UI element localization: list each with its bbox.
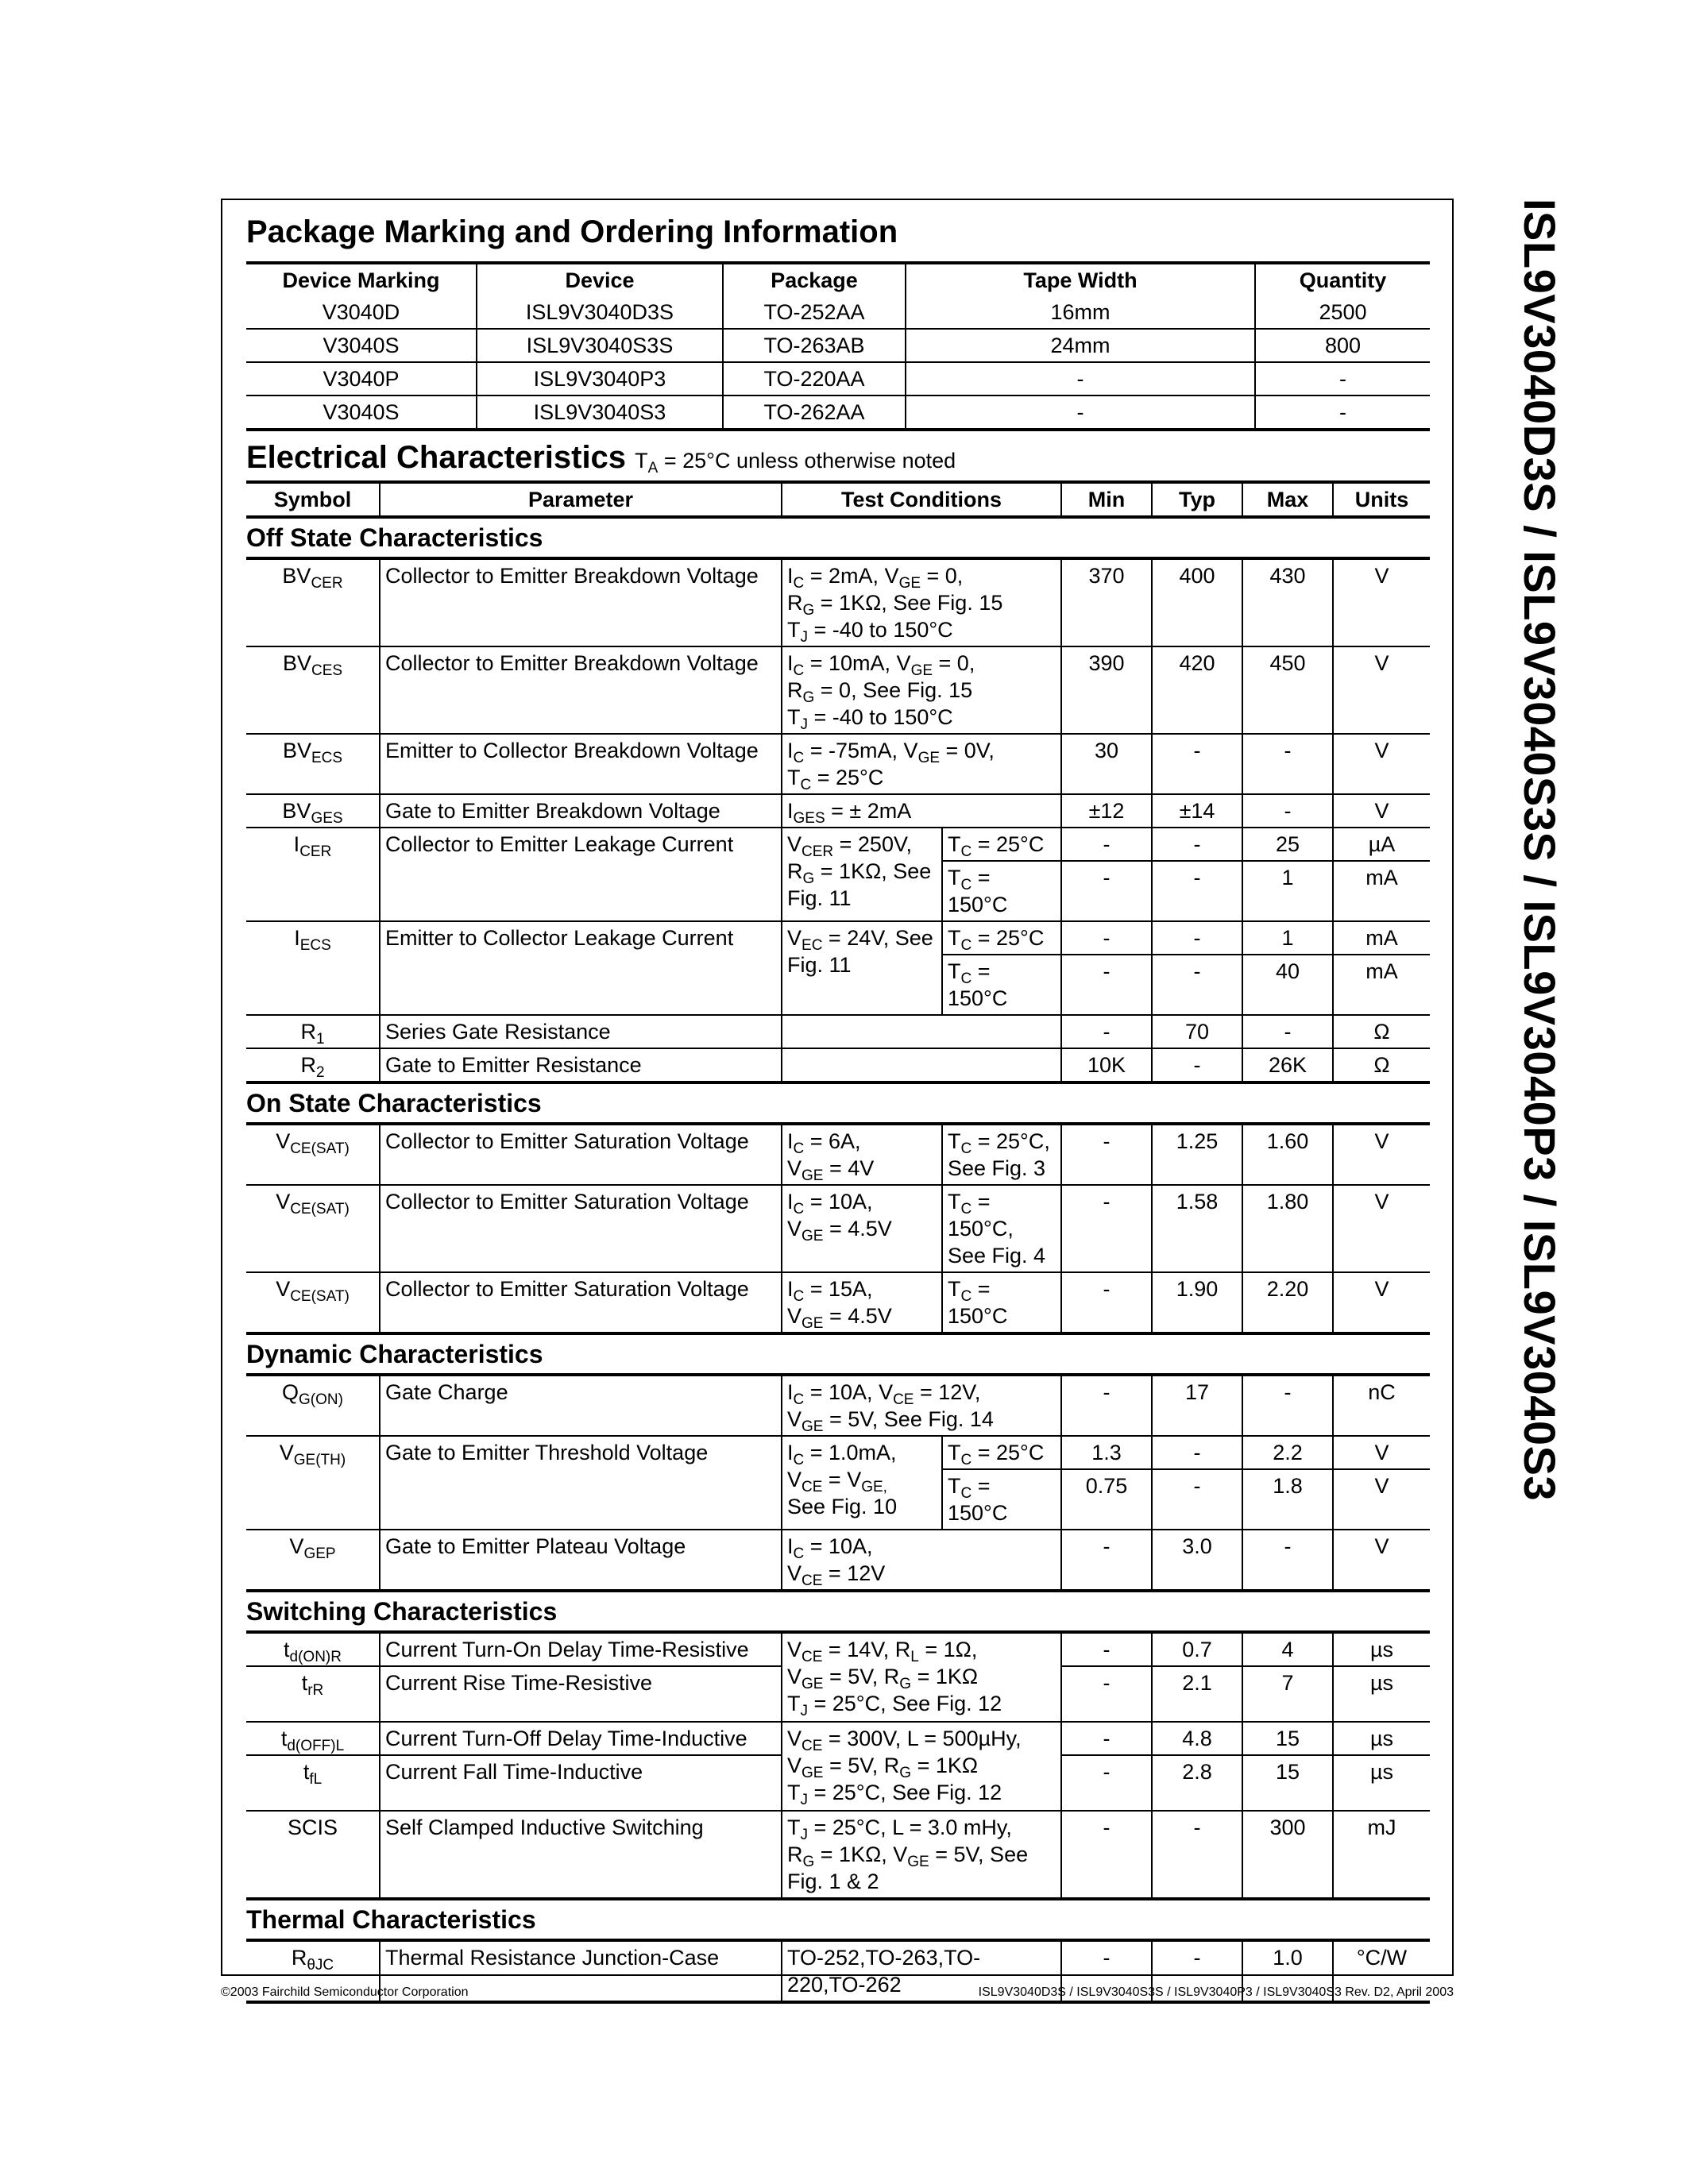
typ: 3.0 [1152,1530,1242,1591]
max: 1.60 [1242,1124,1333,1185]
max: 15 [1242,1722,1333,1755]
electrical-table [246,480,1430,2004]
min: - [1061,1755,1152,1811]
param: Emitter to Collector Leakage Current [380,921,782,1015]
table-row: $T_C = 150^\circ C$ 0.75 - 1.8 V [246,1469,1430,1530]
typ: 1.90 [1152,1272,1242,1333]
min: 370 [1061,558,1152,646]
ord-cell: - [906,362,1255,396]
cond-text: , See Fig. 15 [881,591,1003,615]
units: V [1333,1530,1430,1591]
ord-cell: ISL9V3040S3S [477,329,723,362]
max: 40 [1242,955,1333,1015]
max: 25 [1242,828,1333,861]
units: mA [1333,921,1430,955]
units: V [1333,1469,1430,1530]
max: - [1242,1375,1333,1436]
typ: 2.1 [1152,1666,1242,1722]
param: Gate to Emitter Threshold Voltage [380,1436,782,1530]
units: nC [1333,1375,1430,1436]
min: - [1061,1632,1152,1666]
typ: 1.25 [1152,1124,1242,1185]
table-row [246,362,1430,396]
table-row: $T_C = 150^\circ C$ - - 1 mA [246,861,1430,921]
max: 26K [1242,1048,1333,1082]
min: - [1061,828,1152,861]
min: 10K [1061,1048,1152,1082]
section-off: Off State Characteristics [246,523,543,552]
table-row [246,296,1430,329]
table-row [246,329,1430,362]
table-row: $BV_{CES}$ Collector to Emitter Breakdown Voltage $I_C = 10mA$, $V_{GE} = 0$, $R_G = 0$, See Fig. 15 $T_J = -40$ to 150°C 390 420 450 V [246,646,1430,734]
min: - [1061,861,1152,921]
ord-cell: TO-220AA [723,362,906,396]
cond-text: , See Fig. 15 [851,678,973,702]
min: ±12 [1061,794,1152,828]
table-row: $R_2$ Gate to Emitter Resistance 10K - 26K Ω [246,1048,1430,1082]
units: mA [1333,955,1430,1015]
ord-cell: - [906,396,1255,430]
max: 4 [1242,1632,1333,1666]
param: Current Turn-Off Delay Time-Inductive [380,1722,782,1755]
ord-cell: 800 [1255,329,1430,362]
min: - [1061,1811,1152,1899]
table-row: $I_{ECS}$ Emitter to Collector Leakage Current $V_{EC} = 24V$, See Fig. 11 $T_C = 25^\circ C$ - - 1 mA [246,921,1430,955]
typ: 4.8 [1152,1722,1242,1755]
electrical-title-text: Electrical Characteristics [246,440,627,475]
ord-cell: V3040D [246,296,477,329]
ord-cell: 16mm [906,296,1255,329]
typ: 400 [1152,558,1242,646]
param: Current Fall Time-Inductive [380,1755,782,1811]
param: Emitter to Collector Breakdown Voltage [380,734,782,794]
table-row: $V_{GE(TH)}$ Gate to Emitter Threshold Voltage $I_C = 1.0mA$, $V_{CE} = V_{GE,}$ See Fig. 10 $T_C = 25^\circ C$ 1.3 - 2.2 V [246,1436,1430,1469]
cond-text: = -40 to 150°C [808,618,953,642]
ord-cell: ISL9V3040S3 [477,396,723,430]
units: µs [1333,1666,1430,1722]
ord-cell: 24mm [906,329,1255,362]
param: Collector to Emitter Saturation Voltage [380,1272,782,1333]
min: - [1061,1666,1152,1722]
param: Collector to Emitter Breakdown Voltage [380,558,782,646]
min: 30 [1061,734,1152,794]
param: Series Gate Resistance [380,1015,782,1048]
ord-cell: V3040S [246,396,477,430]
ec-header: Max [1242,482,1333,517]
content [246,210,1430,2004]
ord-cell: TO-263AB [723,329,906,362]
max: 2.2 [1242,1436,1333,1469]
min: - [1061,1940,1152,2002]
units: µs [1333,1632,1430,1666]
table-row: $BV_{GES}$ Gate to Emitter Breakdown Voltage $I_{GES}$ = ± 2mA ±12 ±14 - V [246,794,1430,828]
ord-header: Package [723,263,906,296]
units: V [1333,1436,1430,1469]
max: 450 [1242,646,1333,734]
ord-cell: V3040P [246,362,477,396]
units: Ω [1333,1015,1430,1048]
typ: - [1152,828,1242,861]
typ: ±14 [1152,794,1242,828]
ord-cell: 2500 [1255,296,1430,329]
units: µs [1333,1722,1430,1755]
max: 1 [1242,921,1333,955]
units: V [1333,558,1430,646]
ord-cell: V3040S [246,329,477,362]
table-row: $Q_{G(ON)}$ Gate Charge $I_C = 10A$, $V_{CE} = 12V$, $V_{GE} = 5V$, See Fig. 14 - 17 - nC [246,1375,1430,1436]
typ: 2.8 [1152,1755,1242,1811]
min: 390 [1061,646,1152,734]
footer-copyright: ©2003 Fairchild Semiconductor Corporation [221,1985,469,1999]
min: - [1061,1124,1152,1185]
max: 1.0 [1242,1940,1333,2002]
cond-rest: = 25°C unless otherwise noted [658,449,956,473]
units: µs [1333,1755,1430,1811]
typ: - [1152,1469,1242,1530]
table-row: $t_{rR}$ Current Rise Time-Resistive - 2.1 7 µs [246,1666,1430,1722]
ord-cell: ISL9V3040D3S [477,296,723,329]
max: - [1242,734,1333,794]
units: V [1333,1272,1430,1333]
table-row: $V_{CE(SAT)}$ Collector to Emitter Saturation Voltage $I_C = 15A$, $V_{GE} = 4.5V$ $T_C = 150^\circ C$ - 1.90 2.20 V [246,1272,1430,1333]
units: V [1333,734,1430,794]
ord-cell: TO-262AA [723,396,906,430]
typ: - [1152,861,1242,921]
table-row: $R_{\theta JC}$ Thermal Resistance Junction-Case TO-252,TO-263,TO-220,TO-262 - - 1.0 °C/W [246,1940,1430,2002]
units: Ω [1333,1048,1430,1082]
table-row: $I_{CER}$ Collector to Emitter Leakage Current $V_{CER} = 250V$, $R_G = 1K\Omega$, See Fig. 11 $T_C = 25^\circ C$ - - 25 µA [246,828,1430,861]
ord-cell: - [1255,362,1430,396]
max: 2.20 [1242,1272,1333,1333]
min: - [1061,1272,1152,1333]
ord-cell: - [1255,396,1430,430]
table-row: $t_{d(ON)R}$ Current Turn-On Delay Time-Resistive $V_{CE} = 14V$, $R_L = 1\Omega$, $V_{GE} = 5V$, $R_G = 1K\Omega$ $T_J = 25^\circ C$, See Fig. 12 - 0.7 4 µs [246,1632,1430,1666]
min: - [1061,1375,1152,1436]
ord-cell: ISL9V3040P3 [477,362,723,396]
section-dynamic: Dynamic Characteristics [246,1340,543,1368]
units: °C/W [1333,1940,1430,2002]
ord-cell: TO-252AA [723,296,906,329]
ec-header: Test Conditions [782,482,1061,517]
table-row: $t_{d(OFF)L}$ Current Turn-Off Delay Time-Inductive $V_{CE} = 300V$, L = 500µHy, $V_{GE} = 5V$, $R_G = 1K\Omega$ $T_J = 25^\circ C$, See Fig. 12 - 4.8 15 µs [246,1722,1430,1755]
typ: 0.7 [1152,1632,1242,1666]
param: Current Turn-On Delay Time-Resistive [380,1632,782,1666]
typ: - [1152,921,1242,955]
max: 300 [1242,1811,1333,1899]
min: 1.3 [1061,1436,1152,1469]
table-row: $T_C = 150^\circ C$ - - 40 mA [246,955,1430,1015]
ec-header: Typ [1152,482,1242,517]
typ: - [1152,1048,1242,1082]
min: - [1061,921,1152,955]
side-title: ISL9V3040D3S / ISL9V3040S3S / ISL9V3040P3 / ISL9V3040S3 [1515,199,1565,1502]
param: Gate to Emitter Plateau Voltage [380,1530,782,1591]
param: Thermal Resistance Junction-Case [380,1940,782,2002]
section-thermal: Thermal Characteristics [246,1905,536,1934]
typ: 420 [1152,646,1242,734]
min: - [1061,1185,1152,1272]
section-switching: Switching Characteristics [246,1597,558,1626]
typ: - [1152,1436,1242,1469]
table-row: $BV_{ECS}$ Emitter to Collector Breakdown Voltage $I_C = -75mA$, $V_{GE} = 0V$, $T_C = 25^\circ C$ 30 - - V [246,734,1430,794]
typ: - [1152,1811,1242,1899]
table-row: $t_{fL}$ Current Fall Time-Inductive - 2.8 15 µs [246,1755,1430,1811]
typ: - [1152,734,1242,794]
electrical-title [246,438,1430,480]
section-on: On State Characteristics [246,1089,542,1117]
table-row: $R_1$ Series Gate Resistance - 70 - Ω [246,1015,1430,1048]
ord-header: Tape Width [906,263,1255,296]
min: - [1061,1015,1152,1048]
units: µA [1333,828,1430,861]
param: Gate to Emitter Breakdown Voltage [380,794,782,828]
ec-header: Symbol [246,482,380,517]
param: Collector to Emitter Leakage Current [380,828,782,921]
units: mA [1333,861,1430,921]
units: V [1333,1185,1430,1272]
ordering-title: Package Marking and Ordering Information [246,214,898,249]
max: 7 [1242,1666,1333,1722]
max: 1 [1242,861,1333,921]
typ: - [1152,955,1242,1015]
cond-text: TO-252,TO-263,TO-220,TO-262 [782,1940,1061,2002]
table-row: $V_{CE(SAT)}$ Collector to Emitter Saturation Voltage $I_C = 10A$, $V_{GE} = 4.5V$ $T_C = 150^\circ C$, See Fig. 4 - 1.58 1.80 V [246,1185,1430,1272]
max: - [1242,1015,1333,1048]
ec-header: Units [1333,482,1430,517]
min: - [1061,1722,1152,1755]
table-row: $V_{CE(SAT)}$ Collector to Emitter Saturation Voltage $I_C = 6A$, $V_{GE} = 4V$ $T_C = 25^\circ C$, See Fig. 3 - 1.25 1.60 V [246,1124,1430,1185]
max: - [1242,1530,1333,1591]
ord-header: Quantity [1255,263,1430,296]
param: Collector to Emitter Saturation Voltage [380,1185,782,1272]
param: Collector to Emitter Saturation Voltage [380,1124,782,1185]
typ: 1.58 [1152,1185,1242,1272]
max: 430 [1242,558,1333,646]
max: - [1242,794,1333,828]
units: V [1333,646,1430,734]
cond-prefix: T [635,449,648,473]
param: Current Rise Time-Resistive [380,1666,782,1722]
param: Gate Charge [380,1375,782,1436]
units: V [1333,794,1430,828]
electrical-condition [635,449,956,477]
max: 15 [1242,1755,1333,1811]
max: 1.80 [1242,1185,1333,1272]
ord-header: Device Marking [246,263,477,296]
param: Gate to Emitter Resistance [380,1048,782,1082]
param: Self Clamped Inductive Switching [380,1811,782,1899]
ec-header: Parameter [380,482,782,517]
table-row [246,396,1430,430]
max: 1.8 [1242,1469,1333,1530]
ord-header: Device [477,263,723,296]
ec-header: Min [1061,482,1152,517]
cond-sub: A [647,460,659,477]
min: - [1061,1530,1152,1591]
table-row: $V_{GEP}$ Gate to Emitter Plateau Voltage $I_C = 10A$, $V_{CE} = 12V$ - 3.0 - V [246,1530,1430,1591]
min: - [1061,955,1152,1015]
footer-revision: ISL9V3040D3S / ISL9V3040S3S / ISL9V3040P3 / ISL9V3040S3 Rev. D2, April 2003 [978,1985,1454,1999]
units: mJ [1333,1811,1430,1899]
typ: 17 [1152,1375,1242,1436]
min: 0.75 [1061,1469,1152,1530]
typ: - [1152,1940,1242,2002]
table-row: $BV_{CER}$ Collector to Emitter Breakdown Voltage $I_C = 2mA$, $V_{GE} = 0$, $R_G = 1K\Omega$, See Fig. 15 $T_J = -40$ to 150°C 370 400 430 V [246,558,1430,646]
typ: 70 [1152,1015,1242,1048]
param: Collector to Emitter Breakdown Voltage [380,646,782,734]
units: V [1333,1124,1430,1185]
ordering-table [246,261,1430,431]
table-row: SCIS Self Clamped Inductive Switching $T_J = 25^\circ C$, L = 3.0 mHy, $R_G = 1K\Omega$, $V_{GE} = 5V$, See Fig. 1 & 2 - - 300 mJ [246,1811,1430,1899]
